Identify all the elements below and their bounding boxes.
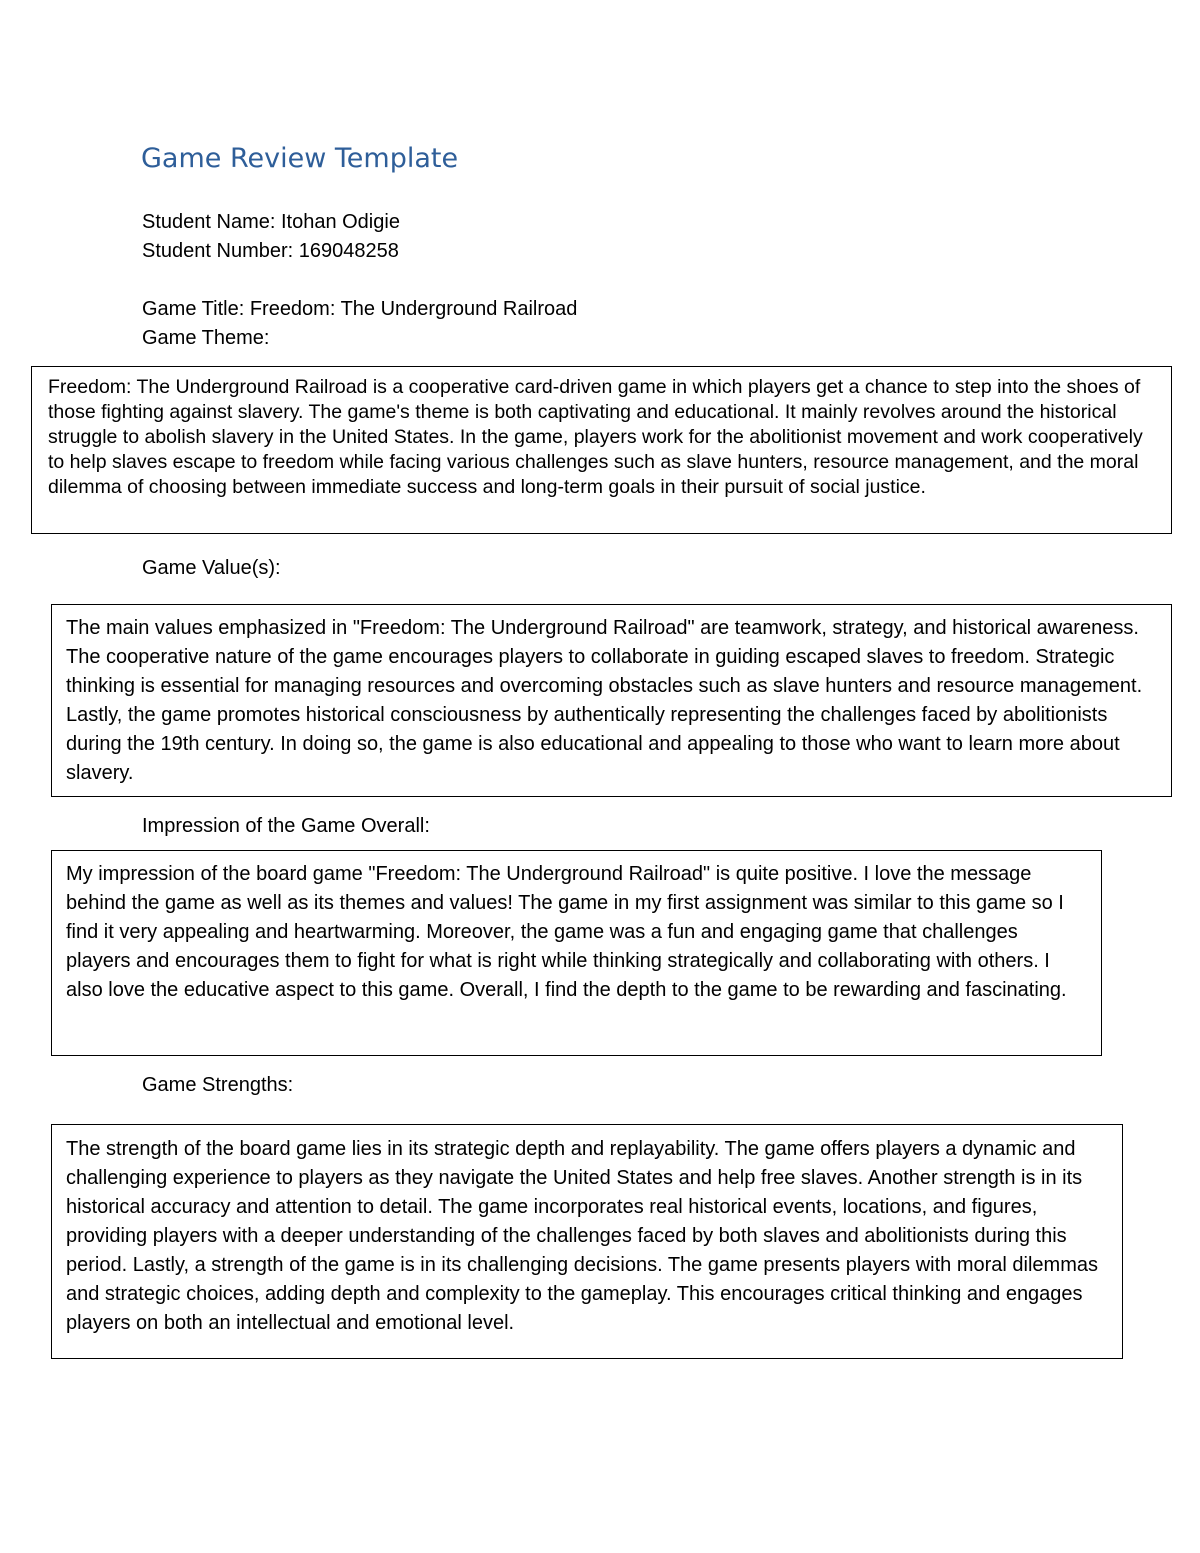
strengths-text: The strength of the board game lies in its strategic depth and replayability. The game offers players a dynamic and challenging experience to players as they navigate the United States and help free slaves. Another strength is in its historical accuracy and attention to detail. The game incorporates real historical events, locations, and figures, providing players with a deeper understanding of the challenges faced by both slaves and abolitionists during this period. Lastly, a strength of the game is in its challenging decisions. The game presents players with moral dilemmas and strategic choices, adding depth and complexity to the gameplay. This encourages critical thinking and engages players on both an intellectual and emotional level.	[66, 1138, 1098, 1334]
game-values-text: The main values emphasized in "Freedom: The Underground Railroad" are teamwork, strategy, and historical awareness. The cooperative nature of the game encourages players to collaborate in guiding escaped slaves to freedom. Strategic thinking is essential for managing resources and overcoming obstacles such as slave hunters and resource management. Lastly, the game promotes historical consciousness by authentically representing the challenges faced by abolitionists during the 19th century. In doing so, the game is also educational and appealing to those who want to learn more about slavery.	[66, 617, 1143, 784]
impression-box	[51, 850, 1102, 1056]
game-theme-box	[31, 366, 1172, 534]
impression-text: My impression of the board game "Freedom: The Underground Railroad" is quite positive. I love the message behind the game as well as its themes and values! The game in my first assignment was similar to this game so I find it very appealing and heartwarming. Moreover, the game was a fun and engaging game that challenges players and encourages them to fight for what is right while thinking strategically and collaborating with others. I also love the educative aspect to this game. Overall, I find the depth to the game to be rewarding and fascinating.	[66, 863, 1067, 1001]
strengths-box	[51, 1124, 1123, 1359]
student-name: Student Name: Itohan Odigie	[142, 211, 400, 233]
game-values-label: Game Value(s):	[142, 557, 281, 579]
strengths-label: Game Strengths:	[142, 1074, 294, 1096]
student-number: Student Number: 169048258	[142, 240, 399, 262]
game-values-box	[51, 604, 1172, 797]
impression-label: Impression of the Game Overall:	[142, 815, 430, 837]
game-theme-text: Freedom: The Underground Railroad is a cooperative card-driven game in which players get a chance to step into the shoes of those fighting against slavery. The game's theme is both captivating and educational. It mainly revolves around the historical struggle to abolish slavery in the United States. In the game, players work for the abolitionist movement and work cooperatively to help slaves escape to freedom while facing various challenges such as slave hunters, resource management, and the moral dilemma of choosing between immediate success and long-term goals in their pursuit of social justice.	[48, 376, 1143, 498]
game-theme-label: Game Theme:	[142, 327, 270, 349]
document-title: Game Review Template	[141, 143, 459, 174]
game-title: Game Title: Freedom: The Underground Railroad	[142, 298, 578, 320]
